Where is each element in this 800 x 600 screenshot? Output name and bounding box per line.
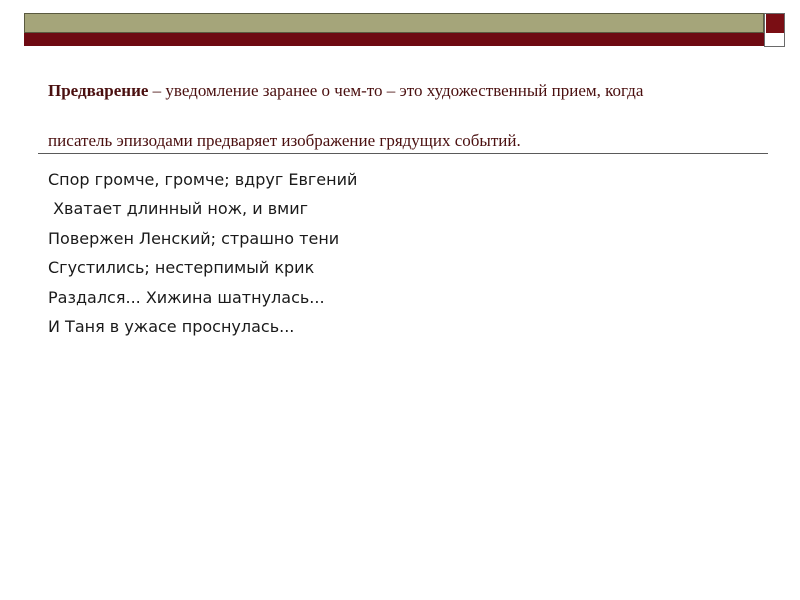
divider-line: [38, 153, 768, 154]
poem-line: Повержен Ленский; страшно тени: [48, 228, 340, 248]
definition-text-line1: – уведомление заранее о чем-то – это художественный прием, когда: [148, 81, 644, 100]
header-square: [766, 14, 784, 33]
poem-line: Хватает длинный нож, и вмиг: [48, 199, 309, 219]
header-bar-olive: [24, 13, 764, 33]
header-bar-maroon: [24, 33, 764, 46]
poem-line: И Таня в ужасе проснулась...: [48, 316, 295, 336]
definition-paragraph: [48, 66, 760, 166]
poem-quote: [48, 165, 357, 341]
poem-line: Спор громче, громче; вдруг Евгений: [48, 170, 358, 189]
poem-line: Раздался... Хижина шатнулась...: [48, 287, 325, 307]
poem-line: Сгустились; нестерпимый крик: [48, 258, 315, 278]
definition-term: Предварение: [48, 81, 149, 100]
definition-text-line2: писатель эпизодами предваряет изображение грядущих событий.: [48, 131, 521, 150]
